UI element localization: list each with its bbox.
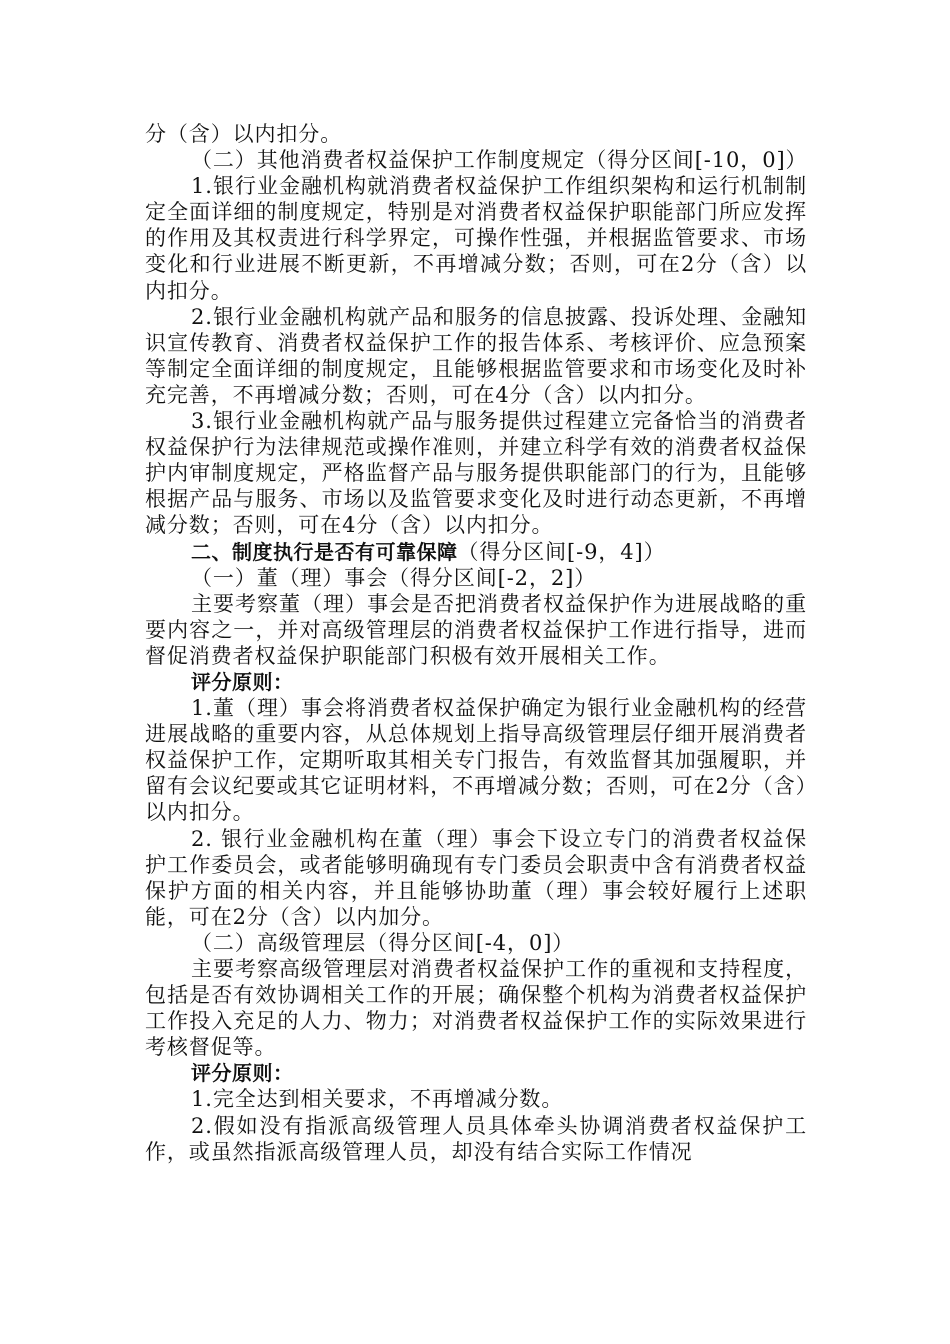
rule-item-2: 2.银行业金融机构就产品和服务的信息披露、投诉处理、金融知识宣传教育、消费者权益保护工作的报告体系、考核评价、应急预案等制定全面详细的制度规定，且能够根据监管要求和市场变化及时补充完善，不再增减分数；否则，可在4分（含）以内扣分。 — [145, 304, 807, 407]
senior-management-item-2: 2.假如没有指派高级管理人员具体牵头协调消费者权益保护工作，或虽然指派高级管理人员，却没有结合实际工作情况 — [145, 1113, 807, 1164]
scoring-label-senior-management: 评分原则： — [191, 1061, 294, 1086]
board-description: 主要考察董（理）事会是否把消费者权益保护作为进展战略的重要内容之一，并对高级管理层的消费者权益保护工作进行指导，进而督促消费者权益保护职能部门积极有效开展相关工作。 — [145, 591, 807, 668]
section-heading-2 — [145, 539, 807, 565]
board-item-1: 1.董（理）事会将消费者权益保护确定为银行业金融机构的经营进展战略的重要内容，从总体规划上指导高级管理层仔细开展消费者权益保护工作，定期听取其相关专门报告，有效监督其加强履职，并留有会议纪要或其它证明材料，不再增减分数；否则，可在2分（含）以内扣分。 — [145, 696, 807, 825]
board-item-2: 2. 银行业金融机构在董（理）事会下设立专门的消费者权益保护工作委员会，或者能够明确现有专门委员会职责中含有消费者权益保护方面的相关内容，并且能够协助董（理）事会较好履行上述职能，可在2分（含）以内加分。 — [145, 826, 807, 929]
scoring-label-board: 评分原则： — [191, 669, 294, 694]
section-heading-2-range: （得分区间[-9，4]） — [457, 539, 666, 564]
document-page — [145, 121, 807, 1165]
rule-item-1: 1.银行业金融机构就消费者权益保护工作组织架构和运行机制制定全面详细的制度规定，特别是对消费者权益保护职能部门所应发挥的作用及其权责进行科学界定，可操作性强，并根据监管要求、市场变化和行业进展不断更新，不再增减分数；否则，可在2分（含）以内扣分。 — [145, 174, 807, 303]
section-heading-2-title: 二、制度执行是否有可靠保障 — [191, 539, 458, 564]
senior-management-description: 主要考察高级管理层对消费者权益保护工作的重视和支持程度，包括是否有效协调相关工作的开展；确保整个机构为消费者权益保护工作投入充足的人力、物力；对消费者权益保护工作的实际效果进行考核督促等。 — [145, 957, 807, 1060]
subsection-heading-board: （一）董（理）事会（得分区间[-2，2]） — [191, 565, 597, 590]
rule-item-3: 3.银行业金融机构就产品与服务提供过程建立完备恰当的消费者权益保护行为法律规范或操作准则，并建立科学有效的消费者权益保护内审制度规定，严格监督产品与服务提供职能部门的行为，且能够根据产品与服务、市场以及监管要求变化及时进行动态更新，不再增减分数；否则，可在4分（含）以内扣分。 — [145, 409, 807, 538]
paragraph-continuation: 分（含）以内扣分。 — [145, 122, 343, 146]
senior-management-item-1: 1.完全达到相关要求，不再增减分数。 — [191, 1087, 564, 1112]
subsection-heading-other-rules: （二）其他消费者权益保护工作制度规定（得分区间[-10，0]） — [191, 148, 808, 173]
subsection-heading-senior-management: （二）高级管理层（得分区间[-4，0]） — [191, 930, 575, 955]
